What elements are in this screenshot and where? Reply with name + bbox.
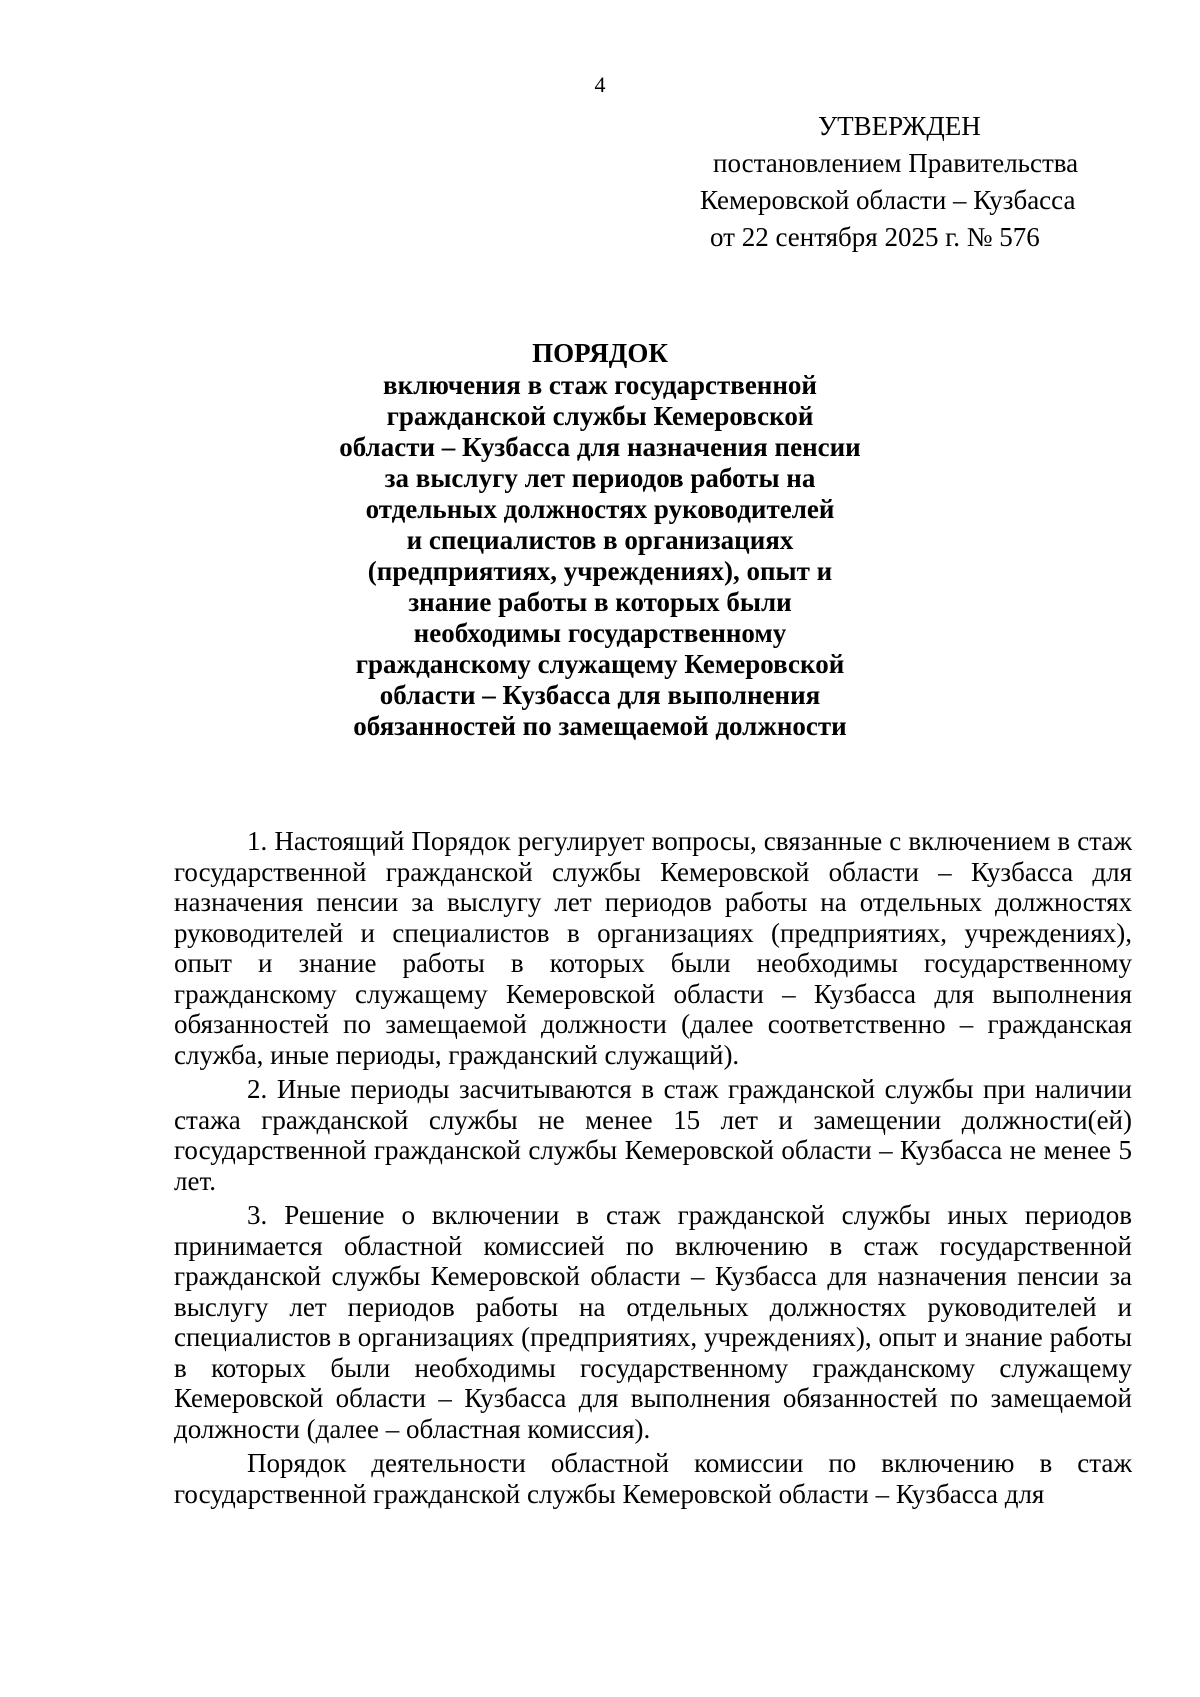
title-line: отдельных должностях руководителей xyxy=(365,494,835,524)
title-line: необходимы государственному xyxy=(413,618,787,648)
title-heading: ПОРЯДОК xyxy=(532,338,668,368)
title-line: гражданской службы Кемеровской xyxy=(386,401,814,431)
title-line: области – Кузбасса для назначения пенсии xyxy=(339,432,861,462)
title-line: (предприятиях, учреждениях), опыт и xyxy=(367,556,833,586)
title-line: и специалистов в организациях xyxy=(406,525,794,555)
title-line: гражданскому служащему Кемеровской xyxy=(355,649,845,679)
title-line: знание работы в которых были xyxy=(408,587,792,617)
approval-line-decree: постановлением Правительства xyxy=(713,148,1079,178)
approval-stamp-block xyxy=(700,108,1120,256)
paragraph-3: 3. Решение о включении в стаж гражданской службы иных периодов принимается областной комиссией по включению в стаж государственной гражданской службы Кемеровской области – Кузбасса для назначения пенсии за выслугу лет периодов работы на отдельных должностях руководителей и специалистов в организациях (предприятиях, учреждениях), опыт и знание работы в которых были необходимы государственному гражданскому служащему Кемеровской области – Кузбасса для выполнения обязанностей по замещаемой должности (далее – областная комиссия). xyxy=(174,1200,1132,1444)
title-line: области – Кузбасса для выполнения xyxy=(379,680,821,710)
approval-heading: УТВЕРЖДЕН xyxy=(818,111,981,141)
document-title xyxy=(250,338,950,742)
document-body xyxy=(174,826,1132,1513)
paragraph-2: 2. Иные периоды засчитываются в стаж гражданской службы при наличии стажа гражданской службы не менее 15 лет и замещении должности(ей) государственной гражданской службы Кемеровской области – Кузбасса не менее 5 лет. xyxy=(174,1074,1132,1196)
title-line: включения в стаж государственной xyxy=(383,370,817,400)
approval-line-region: Кемеровской области – Кузбасса xyxy=(700,185,1076,215)
paragraph-1: 1. Настоящий Порядок регулирует вопросы, связанные с включением в стаж государственной гражданской службы Кемеровской области – Кузбасса для назначения пенсии за выслугу лет периодов работы на отдельных должностях руководителей и специалистов в организациях (предприятиях, учреждениях), опыт и знание работы в которых были необходимы государственному гражданскому служащему Кемеровской области – Кузбасса для выполнения обязанностей по замещаемой должности (далее соответственно – гражданская служба, иные периоды, гражданский служащий). xyxy=(174,826,1132,1070)
title-line: за выслугу лет периодов работы на xyxy=(384,463,816,493)
paragraph-4: Порядок деятельности областной комиссии по включению в стаж государственной гражданской службы Кемеровской области – Кузбасса для xyxy=(174,1448,1132,1509)
page-number: 4 xyxy=(594,72,606,97)
title-line: обязанностей по замещаемой должности xyxy=(353,711,847,741)
approval-line-date: от 22 сентября 2025 г. № 576 xyxy=(710,222,1040,252)
